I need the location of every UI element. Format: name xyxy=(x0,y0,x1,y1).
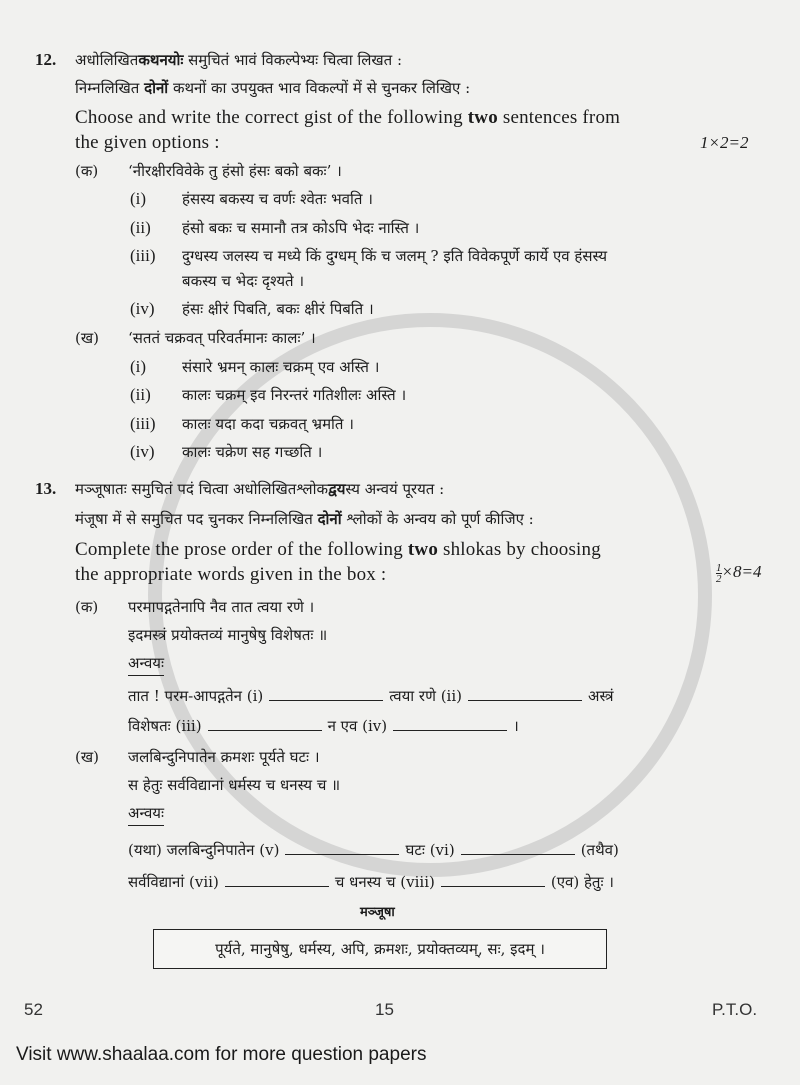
word-box xyxy=(153,929,607,969)
anvaya-line xyxy=(128,840,619,860)
text: मंजूषा में से समुचित पद चुनकर निम्नलिखित xyxy=(75,510,318,528)
question-number: 13. xyxy=(35,479,57,498)
sentence: ‘सततं चक्रवत् परिवर्तमानः कालः’ । xyxy=(128,329,316,347)
visit-website-text: Visit www.shaalaa.com for more question papers xyxy=(16,1044,427,1065)
text: तात ! परम-आपद्गतेन xyxy=(128,687,242,705)
blank-label: (vi) xyxy=(429,841,455,859)
anvaya-line xyxy=(128,686,614,706)
page-number: 15 xyxy=(375,1000,394,1019)
q13-part-kh xyxy=(75,747,320,767)
text: न एव xyxy=(327,717,358,735)
text: अस्त्रं xyxy=(588,687,614,705)
answer-blank[interactable] xyxy=(461,840,575,855)
option-label: (iv) xyxy=(130,299,155,318)
option-text: दुग्धस्य जलस्य च मध्ये किं दुग्धम् किं च जलम् ? इति विवेकपूर्णे कार्ये एव हंसस्य xyxy=(182,247,608,265)
text: । xyxy=(513,717,519,735)
anvaya-heading xyxy=(128,653,164,673)
answer-blank[interactable] xyxy=(441,872,545,887)
bold-text: कथनयोः xyxy=(138,51,184,69)
blank-label: (i) xyxy=(246,687,264,705)
text: घटः xyxy=(405,841,425,859)
shloka-line: जलबिन्दुनिपातेन क्रमशः पूर्यते घटः । xyxy=(128,748,320,766)
text: (यथा) जलबिन्दुनिपातेन xyxy=(128,841,255,859)
answer-blank[interactable] xyxy=(468,686,582,701)
q12-sanskrit-instruction xyxy=(35,50,402,70)
option-label: (ii) xyxy=(130,218,151,237)
fraction-num: 1 xyxy=(716,561,722,574)
q13-english-instruction-1 xyxy=(75,540,601,560)
word-box-words: पूर्यते, मानुषेषु, धर्मस्य, अपि, क्रमशः, प्रयोक्तव्यम्, सः, इदम् । xyxy=(215,940,545,958)
option-label: (iii) xyxy=(130,414,156,433)
option xyxy=(130,357,379,377)
option xyxy=(130,442,322,462)
blank-label: (iv) xyxy=(362,717,388,735)
option-text: हंसः क्षीरं पिबति, बकः क्षीरं पिबति । xyxy=(182,300,374,318)
option-text-continued: बकस्य च भेदः दृश्यते । xyxy=(182,272,305,290)
anvaya-line xyxy=(128,872,614,892)
q12-hindi-instruction xyxy=(75,78,470,98)
bold-text: दोनों xyxy=(317,510,342,528)
q13-sanskrit-instruction xyxy=(35,479,444,499)
fraction-den: 2 xyxy=(716,572,722,585)
text: Choose and write the correct gist of the following xyxy=(75,107,468,128)
blank-label: (ii) xyxy=(440,687,463,705)
q13-english-instruction-2: the appropriate words given in the box : xyxy=(75,564,387,585)
part-label: (ख) xyxy=(75,329,99,347)
answer-blank[interactable] xyxy=(208,716,322,731)
paper-code: 52 xyxy=(24,1000,43,1019)
shloka-line: परमापद्गतेनापि नैव तात त्वया रणे । xyxy=(128,598,315,616)
option-label: (iii) xyxy=(130,246,156,265)
q12-english-instruction-2: the given options : xyxy=(75,132,220,153)
option xyxy=(130,218,419,238)
answer-blank[interactable] xyxy=(269,686,383,701)
part-label: (ख) xyxy=(75,748,99,766)
option-label: (i) xyxy=(130,357,147,376)
text: (एव) हेतुः । xyxy=(550,873,614,891)
bold-text: two xyxy=(467,107,498,128)
anvaya-label: अन्वयः xyxy=(128,654,164,676)
anvaya-label: अन्वयः xyxy=(128,804,164,826)
sentence: ‘नीरक्षीरविवेके तु हंसो हंसः बको बकः’ । xyxy=(128,162,342,180)
text: निम्नलिखित xyxy=(75,79,145,97)
option-text: कालः चक्रेण सह गच्छति । xyxy=(182,443,323,461)
q12-part-kh xyxy=(75,328,316,348)
option-text: हंसो बकः च समानौ तत्र कोऽपि भेदः नास्ति । xyxy=(182,219,420,237)
option xyxy=(130,246,607,266)
option-label: (ii) xyxy=(130,385,151,404)
answer-blank[interactable] xyxy=(285,840,399,855)
text: (तथैव) xyxy=(580,841,619,859)
pto-label: P.T.O. xyxy=(712,1000,758,1019)
word-box-title: मञ्जूषा xyxy=(360,905,395,920)
blank-label: (v) xyxy=(259,841,280,859)
text: त्वया रणे xyxy=(389,687,436,705)
option-label: (i) xyxy=(130,189,147,208)
text: श्लोकों के अन्वय को पूर्ण कीजिए : xyxy=(341,510,534,528)
option-label: (iv) xyxy=(130,442,155,461)
shloka-line: स हेतुः सर्वविद्यानां धर्मस्य च धनस्य च ॥ xyxy=(128,776,341,794)
q12-english-instruction-1 xyxy=(75,108,620,128)
text: sentences from xyxy=(497,107,621,128)
blank-label: (viii) xyxy=(400,873,435,891)
bold-text: दोनों xyxy=(144,79,169,97)
option xyxy=(130,189,373,209)
text: च धनस्य च xyxy=(334,873,396,891)
text: मञ्जूषातः समुचितं पदं चित्वा अधोलिखितश्लोक xyxy=(75,480,329,498)
bold-text: द्वय xyxy=(328,480,346,498)
anvaya-line xyxy=(128,716,519,736)
answer-blank[interactable] xyxy=(225,872,329,887)
text: कथनों का उपयुक्त भाव विकल्पों में से चुनकर लिखिए : xyxy=(168,79,471,97)
option xyxy=(130,385,406,405)
text: विशेषतः xyxy=(128,717,171,735)
part-label: (क) xyxy=(75,162,99,180)
option xyxy=(130,299,374,319)
q13-part-k xyxy=(75,597,314,617)
q12-part-k xyxy=(75,161,342,181)
bold-text: two xyxy=(407,539,439,560)
q13-hindi-instruction xyxy=(75,509,534,529)
option-text: कालः चक्रम् इव निरन्तरं गतिशीलः अस्ति । xyxy=(182,386,407,404)
blank-label: (vii) xyxy=(189,873,219,891)
q13-marks xyxy=(716,562,761,584)
text: Complete the prose order of the following xyxy=(75,539,408,560)
text: स्य अन्वयं पूरयत : xyxy=(345,480,445,498)
marks-rest: ×8=4 xyxy=(721,562,762,581)
text: shlokas by choosing xyxy=(438,539,601,560)
answer-blank[interactable] xyxy=(393,716,507,731)
shloka-line: इदमस्त्रं प्रयोक्तव्यं मानुषेषु विशेषतः ॥ xyxy=(128,626,328,644)
text: सर्वविद्यानां xyxy=(128,873,185,891)
text: समुचितं भावं विकल्पेभ्यः चित्वा लिखत : xyxy=(183,51,403,69)
option-text: हंसस्य बकस्य च वर्णः श्वेतः भवति । xyxy=(182,190,373,208)
option-text: संसारे भ्रमन् कालः चक्रम् एव अस्ति । xyxy=(182,358,380,376)
anvaya-heading xyxy=(128,803,164,823)
part-label: (क) xyxy=(75,598,99,616)
question-number: 12. xyxy=(35,50,57,69)
text: अधोलिखित xyxy=(75,51,139,69)
blank-label: (iii) xyxy=(175,717,202,735)
q12-marks: 1×2=2 xyxy=(700,133,749,152)
option-text: कालः यदा कदा चक्रवत् भ्रमति । xyxy=(182,415,354,433)
option xyxy=(130,414,354,434)
